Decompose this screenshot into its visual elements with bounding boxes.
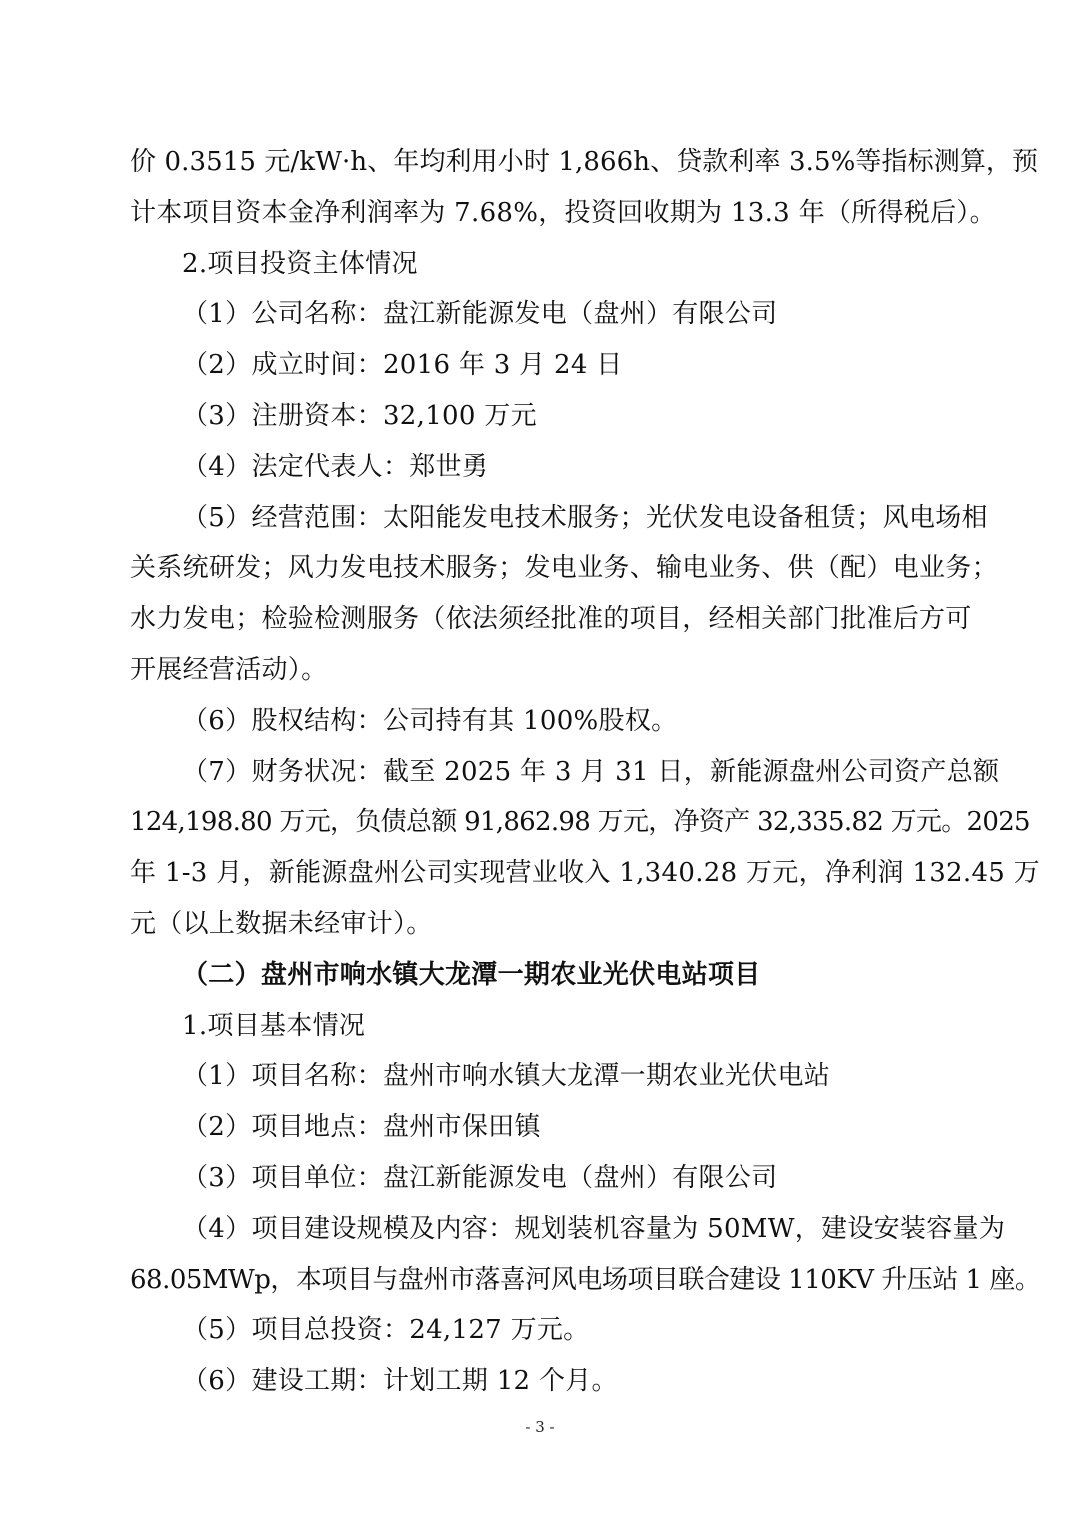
text-line: 开展经营活动）。 <box>130 655 328 685</box>
section-heading: （二）盘州市响水镇大龙潭一期农业光伏电站项目 <box>182 960 761 990</box>
section-subheading: 1.项目基本情况 <box>182 1011 366 1041</box>
list-item: （2）成立时间：2016 年 3 月 24 日 <box>182 350 623 380</box>
text-line: 价 0.3515 元/kW·h、年均利用小时 1,866h、贷款利率 3.5%等指标测算，预 <box>130 147 1039 177</box>
list-item: （4）法定代表人：郑世勇 <box>182 452 489 482</box>
list-item: （3）注册资本：32,100 万元 <box>182 401 537 431</box>
list-item: （1）项目名称：盘州市响水镇大龙潭一期农业光伏电站 <box>182 1061 831 1091</box>
text-line: 124,198.80 万元，负债总额 91,862.98 万元，净资产 32,335.82 万元。2025 <box>130 807 1030 837</box>
text-line: 68.05MWp，本项目与盘州市落喜河风电场项目联合建设 110KV 升压站 1 座。 <box>130 1265 1041 1295</box>
list-item: （6）建设工期：计划工期 12 个月。 <box>182 1366 618 1396</box>
list-item: （1）公司名称：盘江新能源发电（盘州）有限公司 <box>182 299 778 329</box>
text-line: 关系统研发；风力发电技术服务；发电业务、输电业务、供（配）电业务； <box>130 553 998 583</box>
text-line: 计本项目资本金净利润率为 7.68%，投资回收期为 13.3 年（所得税后）。 <box>130 198 996 228</box>
section-subheading: 2.项目投资主体情况 <box>182 249 418 279</box>
list-item: （6）股权结构：公司持有其 100%股权。 <box>182 706 678 736</box>
list-item: （7）财务状况：截至 2025 年 3 月 31 日，新能源盘州公司资产总额 <box>182 757 1000 787</box>
list-item: （3）项目单位：盘江新能源发电（盘州）有限公司 <box>182 1163 778 1193</box>
page-number: - 3 - <box>525 1418 555 1436</box>
text-line: 元（以上数据未经审计）。 <box>130 909 433 939</box>
list-item: （2）项目地点：盘州市保田镇 <box>182 1112 541 1142</box>
list-item: （5）项目总投资：24,127 万元。 <box>182 1315 590 1345</box>
list-item: （5）经营范围：太阳能发电技术服务；光伏发电设备租赁；风电场相 <box>182 503 988 533</box>
text-line: 年 1-3 月，新能源盘州公司实现营业收入 1,340.28 万元，净利润 132.45 万 <box>130 858 1041 888</box>
list-item: （4）项目建设规模及内容：规划装机容量为 50MW，建设安装容量为 <box>182 1214 1006 1244</box>
text-line: 水力发电；检验检测服务（依法须经批准的项目，经相关部门批准后方可 <box>130 604 972 634</box>
